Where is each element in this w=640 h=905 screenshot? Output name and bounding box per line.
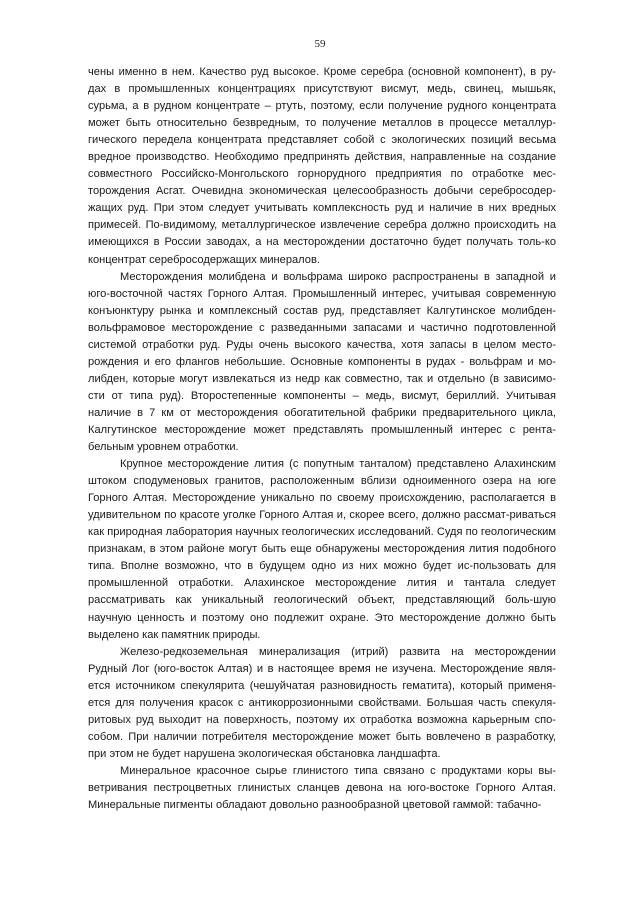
paragraph-molybdenum-tungsten: Месторождения молибдена и вольфрама широко распространены в западной и юго-восточной частях Горного Алтая. Промышленный интерес, учитывая современную конъюнктуру рынка и комплексный состав руд, представляет Калгутинское молибден-вольфрамовое месторождение с разведанными запасами и частично подготовленной системой отработки руд. Руды очень высокого качества, хотя запасы в целом место-рождения и его флангов небольшие. Основные компоненты в рудах - вольфрам и мо-либден, которые могут извлекаться из недр как совместно, так и отдельно (в зависимо-сти от типа руд). Второстепенные компоненты – медь, висмут, бериллий. Учитывая наличие в 7 км от месторождения обогатительной фабрики предварительного цикла, Калгутинское месторождение может представлять промышленный интерес с рента-бельным уровнем отработки. bbox=[88, 270, 556, 454]
paragraph-iron-rare-earth: Железо-редкоземельная минерализация (итрий) развита на месторождении Рудный Лог (юго-восток Алтая) и в настоящее время не изучена. Месторождение явля-ется источником спекулярита (чешуйчатая разновидность гематита), который применя-ется для получения красок с антикоррозионными свойствами. Большая часть спекуля-ритовых руд выходит на поверхность, поэтому их отработка возможна карьерным спо-собом. При наличии потребителя месторождение может быть вовлечено в разработку, при этом не будет нарушена экологическая обстановка ландшафта. bbox=[88, 645, 556, 760]
page-number: 59 bbox=[314, 38, 326, 50]
paragraph-mineral-pigments: Минеральное красочное сырье глинистого типа связано с продуктами коры вы-ветривания пестроцветных глинистых сланцев девона на юго-востоке Горного Алтая. Минеральные пигменты обладают довольно разнообразной цветовой гаммой: табачно- bbox=[88, 764, 556, 812]
paragraph-lithium-deposit: Крупное месторождение лития (с попутным танталом) представлено Алахинским штоком сподумeновых гранитов, расположенным вблизи одноименного озера на юге Горного Алтая. Месторождение уникально по своему происхождению, располагается в удивительном по красоте уголке Горного Алтая и, скорее всего, должно рассмат-риваться как природная лаборатория научных геологических исследований. Судя по геологическим признакам, в этом районе могут быть еще обнаружены месторождения лития подобного типа. Вполне возможно, что в будущем одно из них можно будет ис-пользовать для промышленной отработки. Алахинское месторождение лития и тантала следует рассматривать как уникальный геологический объект, представляющий боль-шую научную ценность и поэтому оно подлежит охране. Это месторождение должно быть выделено как памятник природы. bbox=[88, 458, 556, 641]
paragraph-silver-deposit: чены именно в нем. Качество руд высокое. Кроме серебра (основной компонент), в ру-дах в промышленных концентрациях присутствуют висмут, медь, свинец, мышьяк, сурьма, а в рудном концентрате – ртуть, поэтому, если получение рудного концентрата может быть относительно безвредным, то получение металлов в процессе металлур-гического передела концентрата представляет собой с экологических позиций весьма вредное производство. Необходимо предпринять действия, направленные на создание совместного Российско-Монгольского горнорудного предприятия по отработке мес-торождения Асгат. Очевидна экономическая целесообразность добычи серебросодер-жащих руд. При этом следует учитывать комплексность руд и наличие в них вредных примесей. По-видимому, металлургическое извлечение серебра должно происходить на имеющихся в России заводах, а на месторождении достаточно будет получать толь-ко концентрат серебросодержащих минералов. bbox=[88, 66, 556, 266]
page-body bbox=[88, 64, 556, 814]
